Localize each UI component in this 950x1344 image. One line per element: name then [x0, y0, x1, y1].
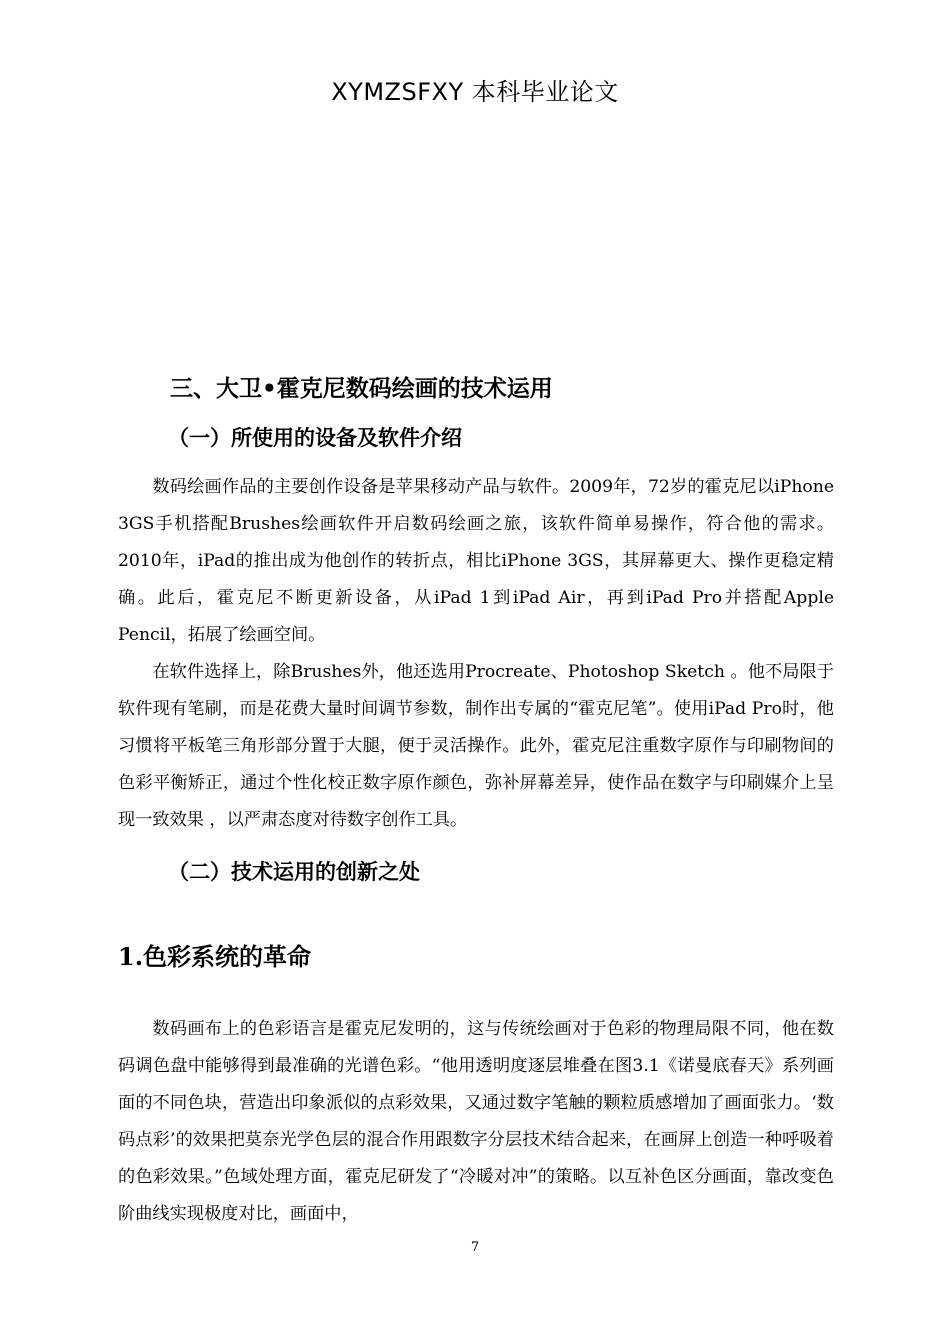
paragraph-equipment-intro: 数码绘画作品的主要创作设备是苹果移动产品与软件。2009年，72岁的霍克尼以iPhone 3GS手机搭配Brushes绘画软件开启数码绘画之旅，该软件简单易操作，符合他的需求。2010年，iPad的推出成为他创作的转折点，相比iPhone 3GS，其屏幕更大、操作更稳定精确。此后，霍克尼不断更新设备，从iPad 1到iPad Air，再到iPad Pro并搭配Apple Pencil，拓展了绘画空间。: [118, 477, 834, 645]
running-header: XYMZSFXY 本科毕业论文: [331, 78, 619, 106]
subsection-heading-equipment: （一）所使用的设备及软件介绍: [168, 426, 462, 450]
subsection-heading-innovation: （二）技术运用的创新之处: [168, 860, 420, 884]
page-number: 7: [470, 1240, 480, 1255]
paragraph-color-revolution: 数码画布上的色彩语言是霍克尼发明的，这与传统绘画对于色彩的物理局限不同，他在数码调色盘中能够得到最准确的光谱色彩。“他用透明度逐层堆叠在图3.1《诺曼底春天》系列画面的不同色块，营造出印象派似的点彩效果，又通过数字笔触的颗粒质感增加了画面张力。‘数码点彩’的效果把莫奈光学色层的混合作用跟数字分层技术结合起来，在画屏上创造一种呼吸着的色彩效果。”色域处理方面，霍克尼研发了“冷暖对冲”的策略。以互补色区分画面，靠改变色阶曲线实现极度对比，画面中，: [118, 1019, 834, 1224]
paragraph-software-choice: 在软件选择上，除Brushes外，他还选用Procreate、Photoshop Sketch 。他不局限于软件现有笔刷，而是花费大量时间调节参数，制作出专属的“霍克尼笔”。使用iPad Pro时，他习惯将平板笔三角形部分置于大腿，便于灵活操作。此外，霍克尼注重数字原作与印刷物间的色彩平衡矫正，通过个性化校正数字原作颜色，弥补屏幕差异，使作品在数字与印刷媒介上呈现一致效果 ，以严肃态度对待数字创作工具。: [118, 662, 834, 830]
section-heading: 三、大卫•霍克尼数码绘画的技术运用: [170, 376, 553, 402]
subsubsection-heading-color: 1.色彩系统的革命: [118, 942, 312, 971]
